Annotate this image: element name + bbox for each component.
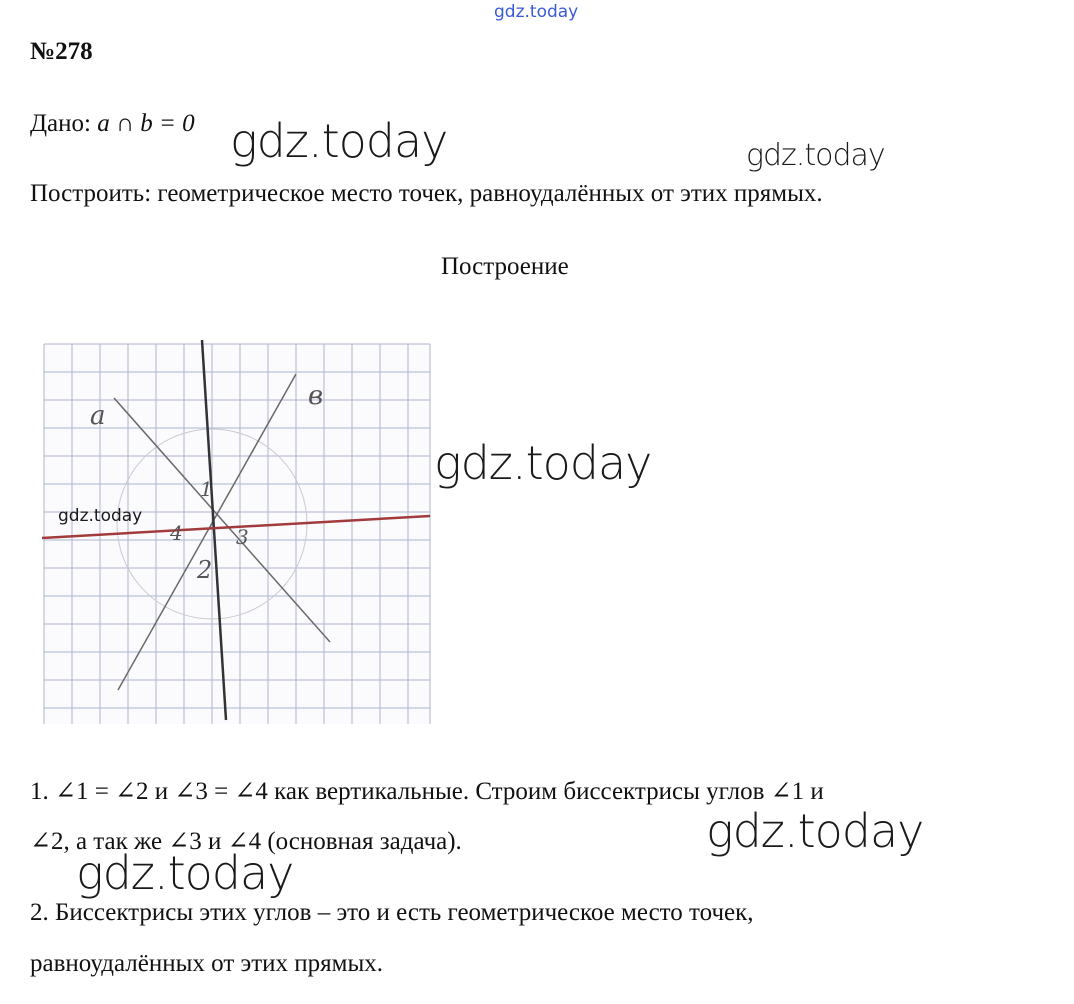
step1-line1: 1. ∠1 = ∠2 и ∠3 = ∠4 как вертикальные. Строим биссектрисы углов ∠1 и (30, 778, 824, 805)
task-text: Построить: геометрическое место точек, равноудалённых от этих прямых. (30, 180, 823, 207)
given-line (30, 110, 195, 138)
label-line-a: a (90, 401, 106, 431)
step2-line2: равноудалённых от этих прямых. (30, 950, 384, 977)
watermark-given: gdz.today (230, 114, 448, 168)
watermark-right-small: gdz.today (746, 138, 885, 173)
watermark-top: gdz.today (494, 2, 579, 22)
angle-label-2: 2 (197, 556, 213, 584)
watermark-figure-small: gdz.today (58, 506, 143, 526)
problem-number: №278 (30, 38, 93, 65)
watermark-step1: gdz.today (706, 804, 924, 858)
watermark-figure-right: gdz.today (434, 436, 652, 490)
construction-heading: Построение (441, 253, 569, 280)
angle-label-4: 4 (170, 521, 183, 545)
watermark-step2: gdz.today (76, 846, 294, 900)
label-line-b: в (308, 381, 324, 411)
step2-line1: 2. Биссектрисы этих углов – это и есть геометрическое место точек, (30, 899, 754, 926)
given-label: Дано: (30, 110, 91, 137)
given-expression: a ∩ b = 0 (97, 110, 195, 137)
angle-label-1: 1 (200, 477, 213, 501)
angle-label-3: 3 (236, 525, 249, 549)
step1-line2: ∠2, а так же ∠3 и ∠4 (основная задача). (30, 828, 462, 855)
